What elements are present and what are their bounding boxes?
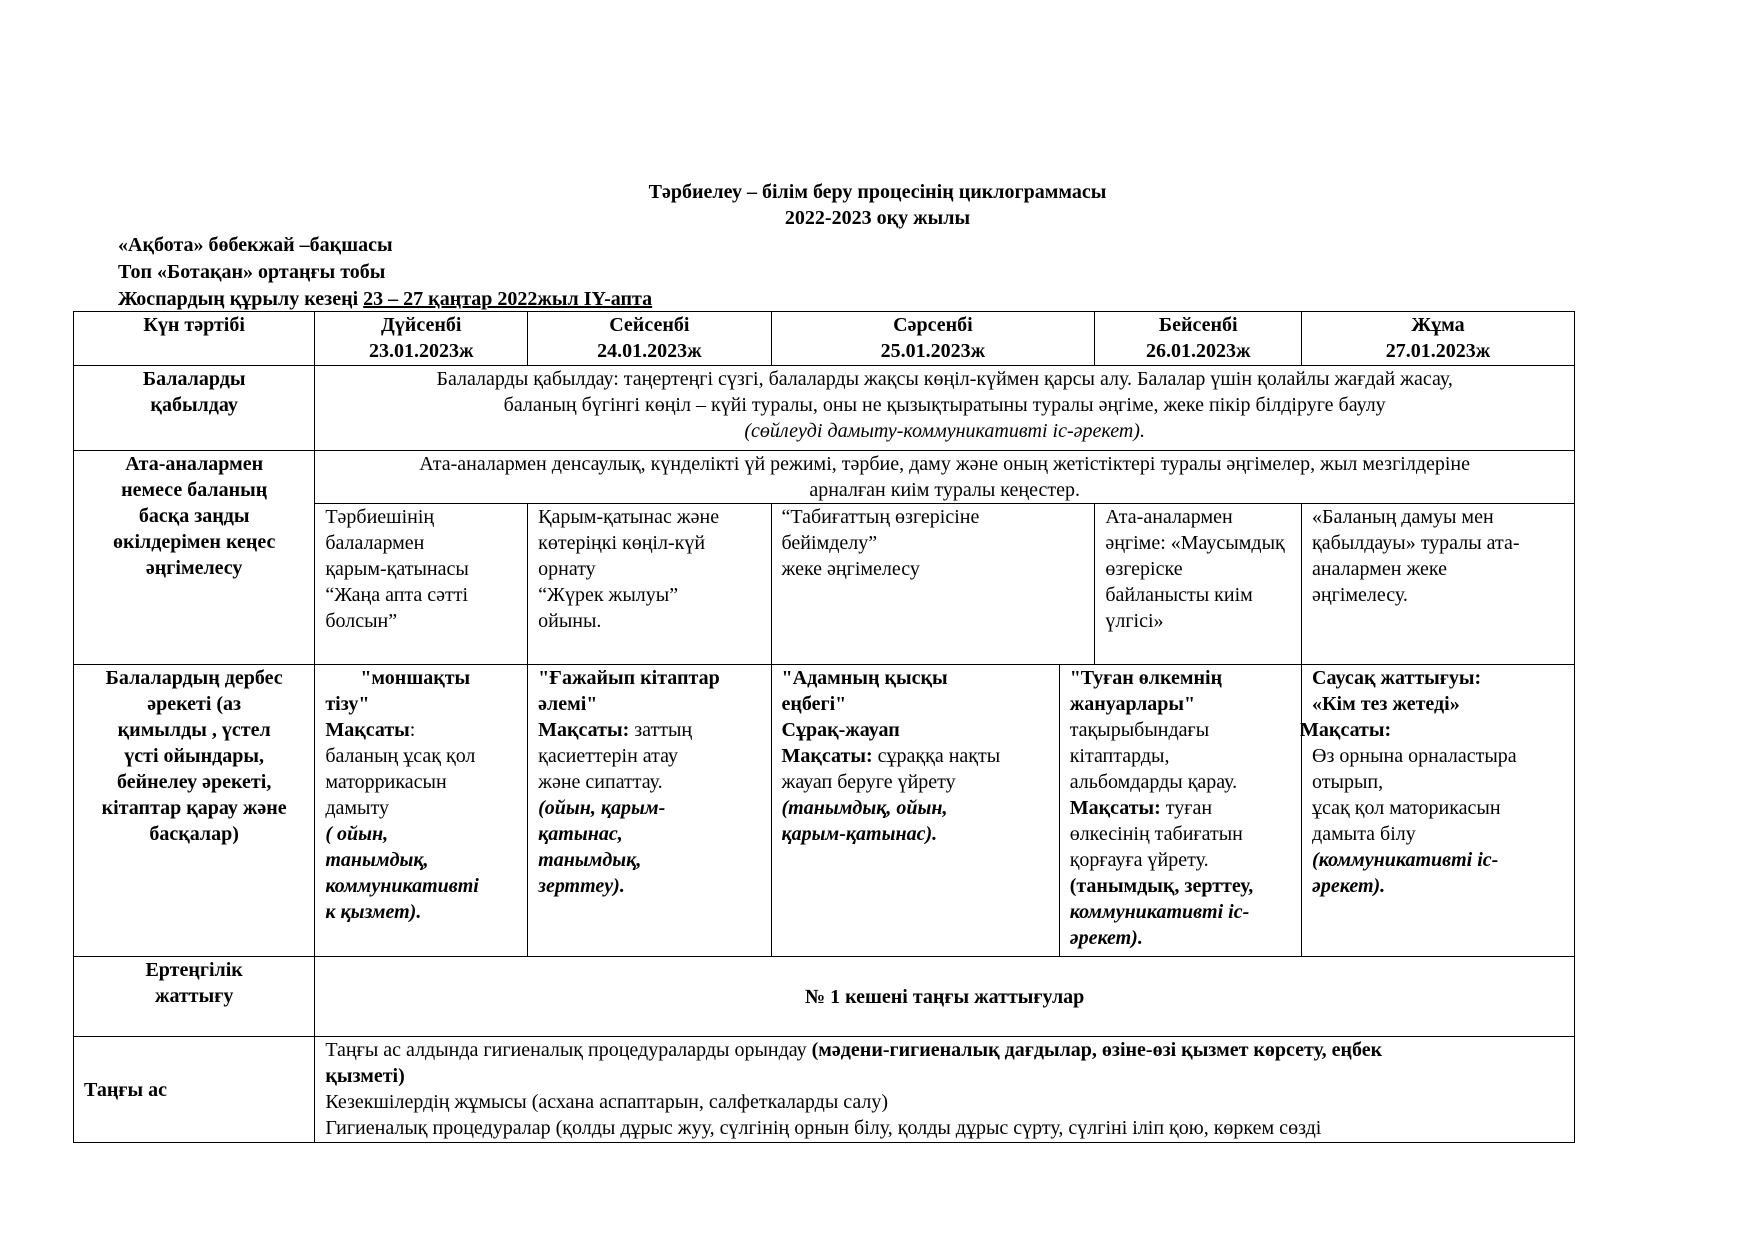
- activity-row: [74, 665, 1575, 957]
- reception-text: Балаларды қабылдау: таңертеңгі сүзгі, балаларды жақсы көңіл-күймен қарсы алу. Балалар үшін қолайлы жағдай жасау, баланың бүгінгі көңіл – күйі туралы, оны не қызықтыратыны туралы әңгіме, жеке пікір білдіруге баулу (сөйлеуді дамыту-коммуникативті іс-әрекет).: [315, 366, 1575, 451]
- col-header-routine: Күн тәртібі: [74, 312, 315, 366]
- parents-common-text: Ата-аналармен денсаулық, күнделікті үй режимі, тәрбие, даму және оның жетістіктері туралы әңгімелер, жыл мезгілдеріне арналған киім туралы кеңестер.: [315, 451, 1575, 504]
- document-year: 2022-2023 оқу жылы: [784, 207, 971, 229]
- exercise-label: Ертеңгілік жаттығу: [74, 957, 315, 1037]
- activity-monday: "моншақты тізу" Мақсаты: баланың ұсақ қол маторрикасын дамыту ( ойын, танымдық, коммуникативті к қызмет).: [315, 665, 528, 957]
- col-header-tuesday: Сейсенбі 24.01.2023ж: [528, 312, 771, 366]
- parents-monday: Тәрбиешінің балалармен қарым-қатынасы “Жаңа апта сәтті болсын”: [315, 504, 528, 665]
- col-header-friday: Жұма 27.01.2023ж: [1302, 312, 1575, 366]
- parents-wednesday: “Табиғаттың өзгерісіне бейімделу” жеке әңгімелесу: [771, 504, 1095, 665]
- col-header-monday: Дүйсенбі 23.01.2023ж: [315, 312, 528, 366]
- activity-thursday: "Туған өлкемнің жануарлары" тақырыбындағы кітаптарды, альбомдарды қарау. Мақсаты: туған өлкесінің табиғатын қорғауға үйрету. (танымдық, зерттеу, коммуникативті іс- әрекет).: [1059, 665, 1301, 957]
- col-header-thursday: Бейсенбі 26.01.2023ж: [1095, 312, 1302, 366]
- activity-label: Балалардың дербес әрекеті (аз қимылды , үстел үсті ойындары, бейнелеу әрекеті, кітаптар қарау және басқалар): [74, 665, 315, 957]
- period-value: 23 – 27 қаңтар 2022жыл ІY-апта: [363, 288, 653, 310]
- activity-wednesday: "Адамның қысқы еңбегі" Сұрақ-жауап Мақсаты: сұраққа нақты жауап беруге үйрету (танымдық, ойын, қарым-қатынас).: [771, 665, 1059, 957]
- parents-common-row: [74, 451, 1575, 504]
- breakfast-text: Таңғы ас алдында гигиеналық процедураларды орындау (мәдени-гигиеналық дағдылар, өзіне-өзі қызмет көрсету, еңбек қызметі) Кезекшілердің жұмысы (асхана аспаптарын, салфеткаларды салу) Гигиеналық процедуралар (қолды дұрыс жуу, сүлгінің орнын білу, қолды дұрыс сүрту, сүлгіні іліп қою, көркем сөзді: [315, 1037, 1575, 1143]
- exercise-text: № 1 кешені таңғы жаттығулар: [315, 957, 1575, 1037]
- parents-label: Ата-аналармен немесе баланың басқа заңды өкілдерімен кеңес әңгімелесу: [74, 451, 315, 665]
- col-header-wednesday: Сәрсенбі 25.01.2023ж: [771, 312, 1095, 366]
- group-name: Топ «Ботақан» ортаңғы тобы: [118, 261, 386, 283]
- activity-friday: Саусақ жаттығуы: «Кім тез жетеді» Мақсаты: Өз орнына орналастыра отырып, ұсақ қол маторикасын дамыта білу (коммуникативті іс- әрекет).: [1302, 665, 1575, 957]
- reception-row: [74, 366, 1575, 451]
- activity-tuesday: "Ғажайып кітаптар әлемі" Мақсаты: заттың қасиеттерін атау және сипаттау. (ойын, қарым- қатынас, танымдық, зерттеу).: [528, 665, 771, 957]
- schedule-table: [73, 311, 1575, 1143]
- breakfast-label: Таңғы ас: [74, 1037, 315, 1143]
- period-label: Жоспардың құрылу кезеңі: [118, 288, 364, 310]
- org-name: «Ақбота» бөбекжай –бақшасы: [118, 234, 393, 256]
- plan-period: [118, 288, 652, 311]
- parents-thursday: Ата-аналармен әңгіме: «Маусымдық өзгеріске байланысты киім үлгісі»: [1095, 504, 1302, 665]
- document-title: Тәрбиелеу – білім беру процесінің циклограммасы: [648, 181, 1107, 203]
- exercise-row: [74, 957, 1575, 1037]
- breakfast-row: [74, 1037, 1575, 1143]
- header-row: [74, 312, 1575, 366]
- parents-friday: «Баланың дамуы мен қабылдауы» туралы ата- аналармен жеке әңгімелесу.: [1302, 504, 1575, 665]
- reception-label: Балаларды қабылдау: [74, 366, 315, 451]
- parents-tuesday: Қарым-қатынас және көтеріңкі көңіл-күй орнату “Жүрек жылуы” ойыны.: [528, 504, 771, 665]
